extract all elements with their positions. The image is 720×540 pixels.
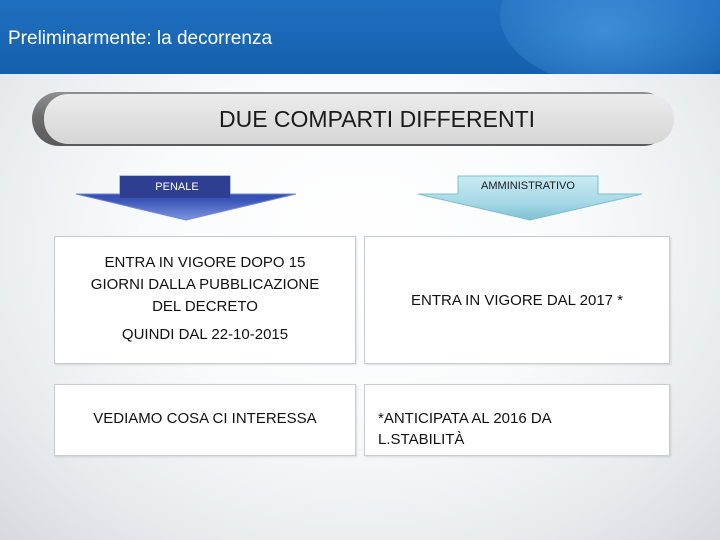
penale-arrow [40, 172, 332, 224]
text-line: ENTRA IN VIGORE DOPO 15 [104, 254, 306, 271]
header-decoration [500, 0, 720, 74]
slide-title: Preliminarmente: la decorrenza [8, 28, 273, 49]
penale-label: PENALE [155, 181, 199, 193]
text-line: DEL DECRETO [152, 298, 258, 315]
text-line: QUINDI DAL 22-10-2015 [121, 326, 289, 343]
banner-title: DUE COMPARTI DIFFERENTI [218, 105, 536, 132]
banner [44, 94, 674, 144]
amministrativo-label: AMMINISTRATIVO [481, 180, 575, 192]
amministrativo-box-anticipata-text [378, 408, 658, 450]
amministrativo-box-vigore-text: ENTRA IN VIGORE DAL 2017 * [410, 292, 624, 309]
text-line: L.STABILITÀ [378, 431, 465, 448]
penale-box-vigore-text [54, 252, 356, 346]
slide-header [0, 0, 720, 74]
text-line: GIORNI DALLA PUBBLICAZIONE [90, 276, 320, 293]
text-line: *ANTICIPATA AL 2016 DA [378, 410, 552, 427]
penale-box-interessa-text: VEDIAMO COSA CI INTERESSA [93, 410, 317, 427]
